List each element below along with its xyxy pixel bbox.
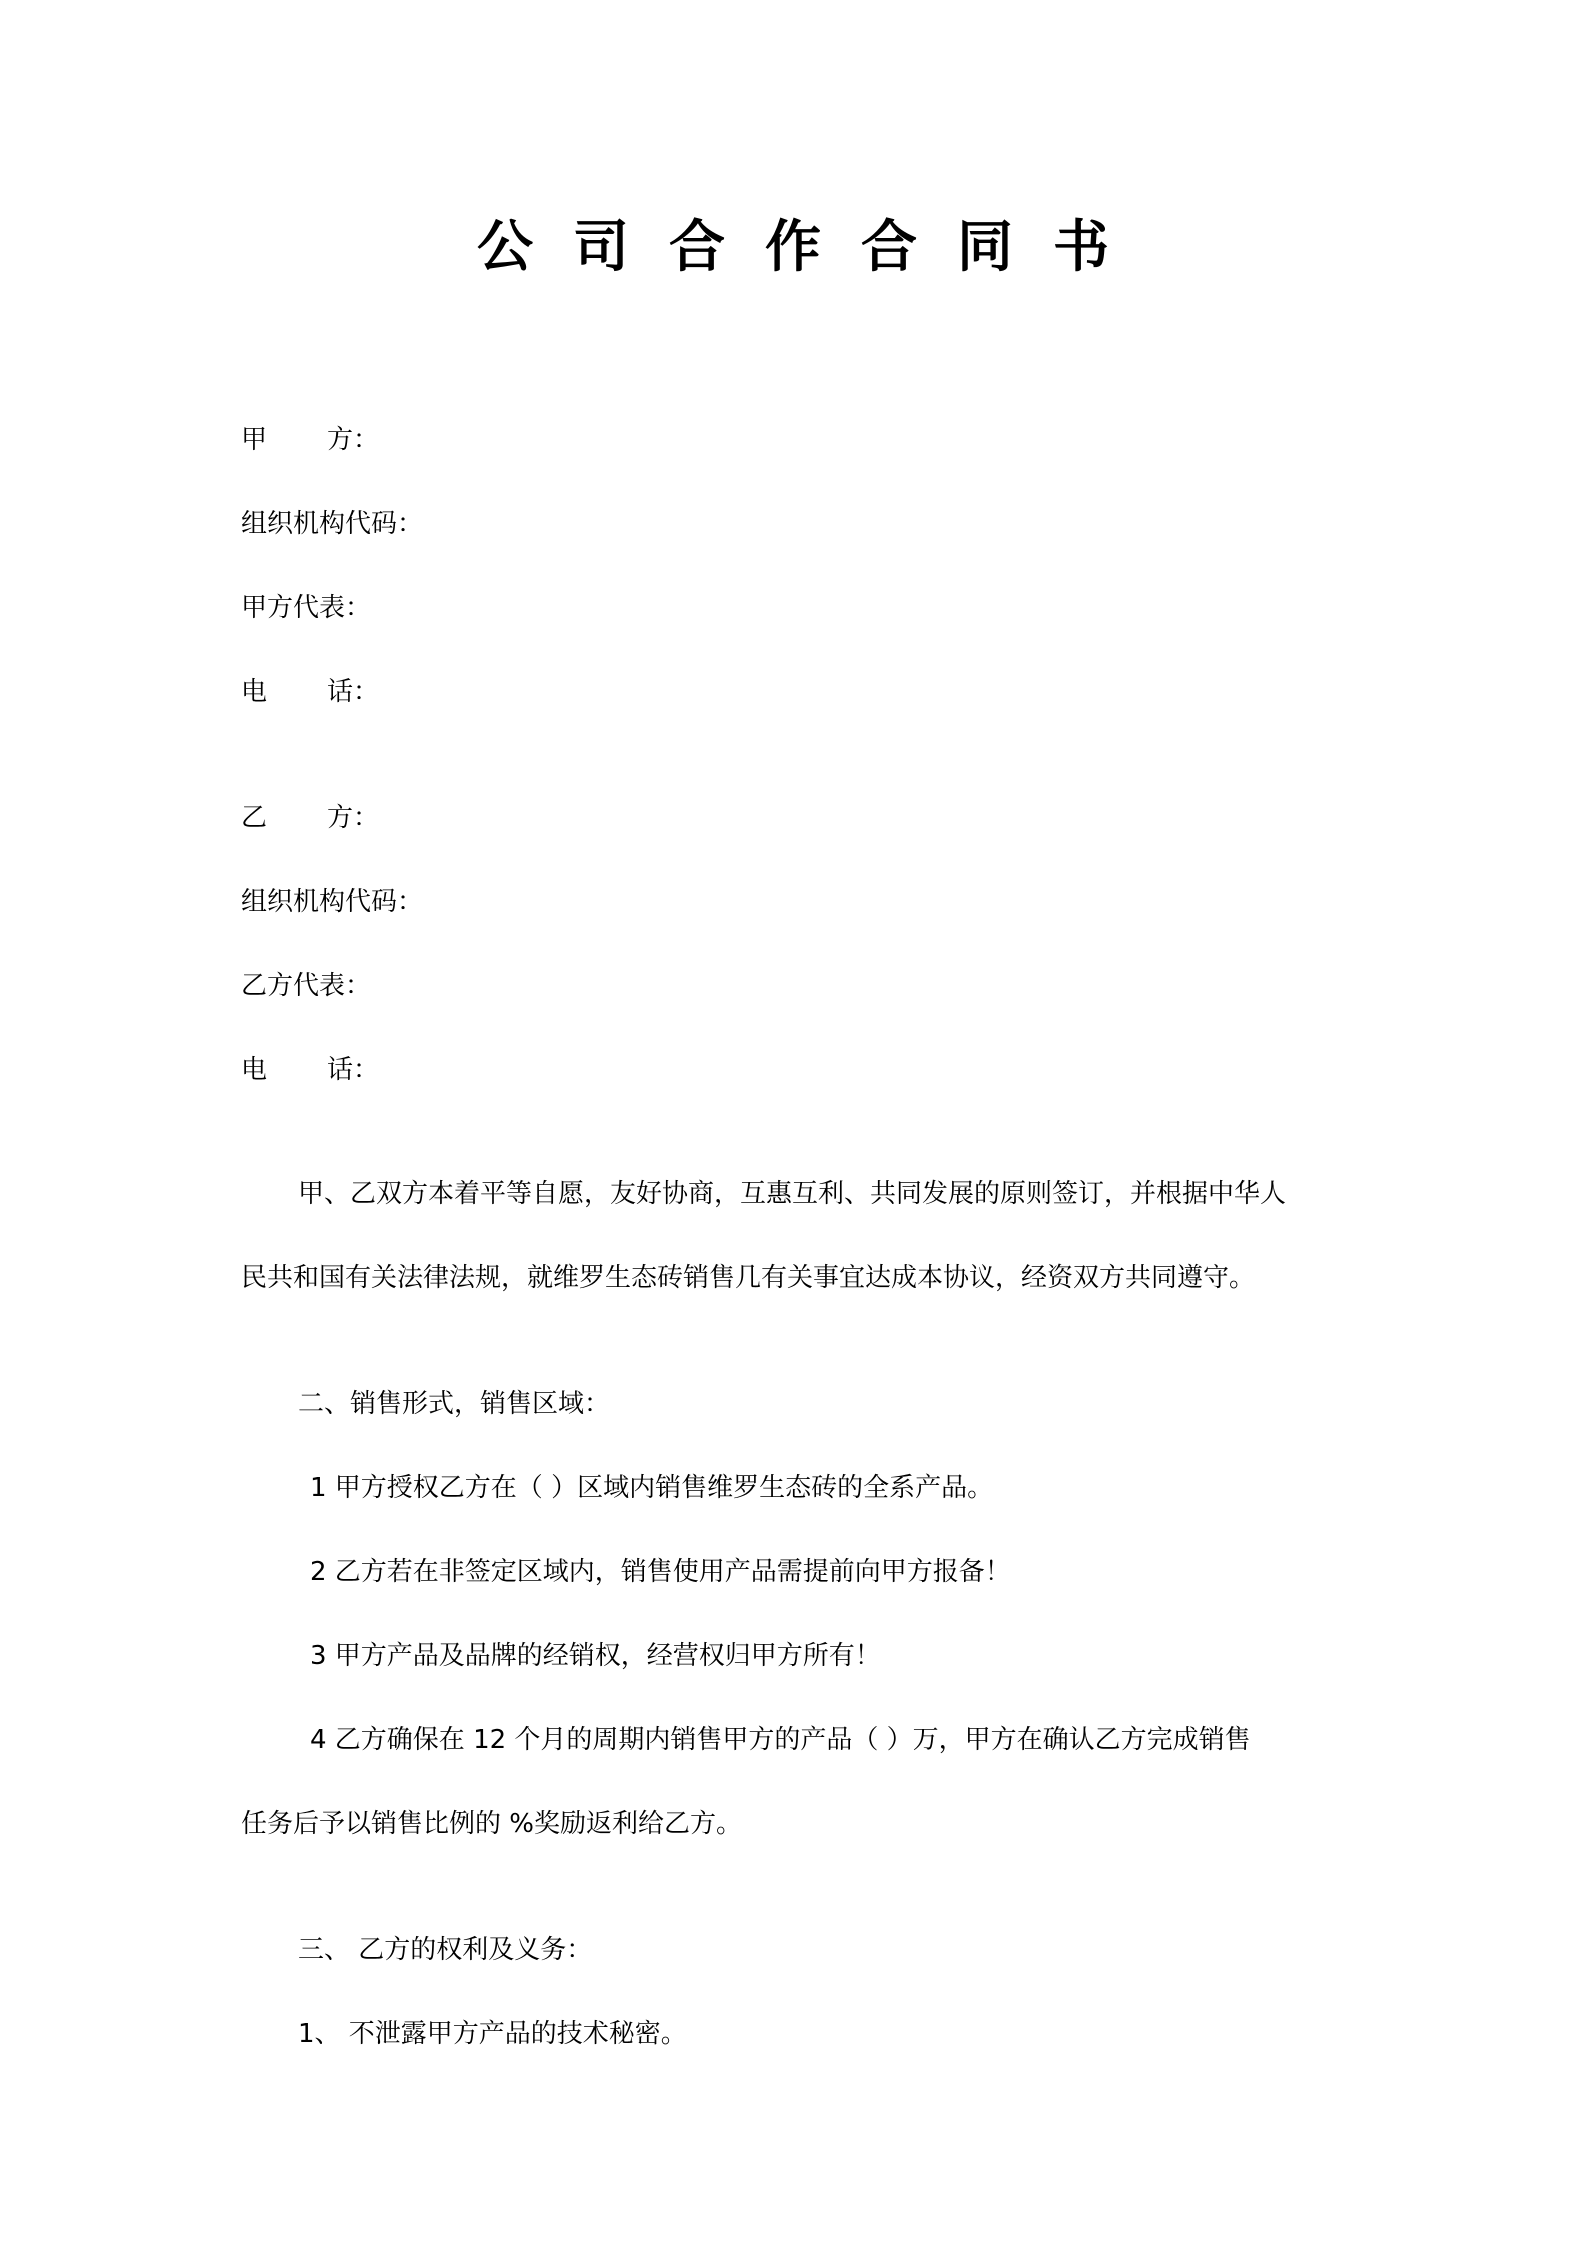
party-b-name-label-part2: 方：	[327, 803, 380, 833]
party-b-phone-label-part1: 电	[241, 1055, 268, 1085]
party-b-phone-label	[241, 1050, 379, 1090]
party-b-name-label-part1: 乙	[241, 803, 268, 833]
document-title	[0, 208, 1586, 288]
party-a-phone-row	[241, 672, 379, 712]
party-a-phone-label	[241, 672, 379, 712]
party-a-rep-label: 甲方代表：	[241, 593, 372, 623]
party-a-name-label-part2: 方：	[327, 425, 380, 455]
party-a-name-row	[241, 420, 379, 460]
section-2-item-2: 2 乙方若在非签定区域内，销售使用产品需提前向甲方报备！	[310, 1557, 1011, 1587]
section-3-heading: 三、 乙方的权利及义务：	[298, 1935, 593, 1965]
party-a-name-label	[241, 420, 379, 460]
preamble-line-1: 甲、乙双方本着平等自愿，友好协商，互惠互利、共同发展的原则签订，并根据中华人	[298, 1179, 1287, 1209]
section-2-item-3: 3 甲方产品及品牌的经销权，经营权归甲方所有！	[310, 1641, 881, 1671]
party-b-phone-label-part2: 话：	[327, 1055, 380, 1085]
party-b-name-row	[241, 798, 379, 838]
party-b-name-label	[241, 798, 379, 838]
section-2-item-4-line-1: 4 乙方确保在 12 个月的周期内销售甲方的产品（ ）万，甲方在确认乙方完成销售	[310, 1725, 1251, 1755]
party-a-org-code-label: 组织机构代码：	[241, 509, 424, 539]
party-a-phone-label-part2: 话：	[327, 677, 380, 707]
party-b-org-code-label: 组织机构代码：	[241, 887, 424, 917]
party-a-name-label-part1: 甲	[241, 425, 268, 455]
party-b-rep-label: 乙方代表：	[241, 971, 372, 1001]
preamble-line-2: 民共和国有关法律法规，就维罗生态砖销售几有关事宜达成本协议，经资双方共同遵守。	[241, 1263, 1256, 1293]
section-2-heading: 二、销售形式，销售区域：	[298, 1389, 611, 1419]
section-3-item-1: 1、 不泄露甲方产品的技术秘密。	[298, 2019, 687, 2049]
party-b-phone-row	[241, 1050, 379, 1090]
document-title-text: 公司合作合同书	[477, 215, 1149, 280]
party-a-phone-label-part1: 电	[241, 677, 268, 707]
section-2-item-4-line-2: 任务后予以销售比例的 %奖励返利给乙方。	[241, 1809, 742, 1839]
section-2-item-1: 1 甲方授权乙方在（ ）区域内销售维罗生态砖的全系产品。	[310, 1473, 994, 1503]
